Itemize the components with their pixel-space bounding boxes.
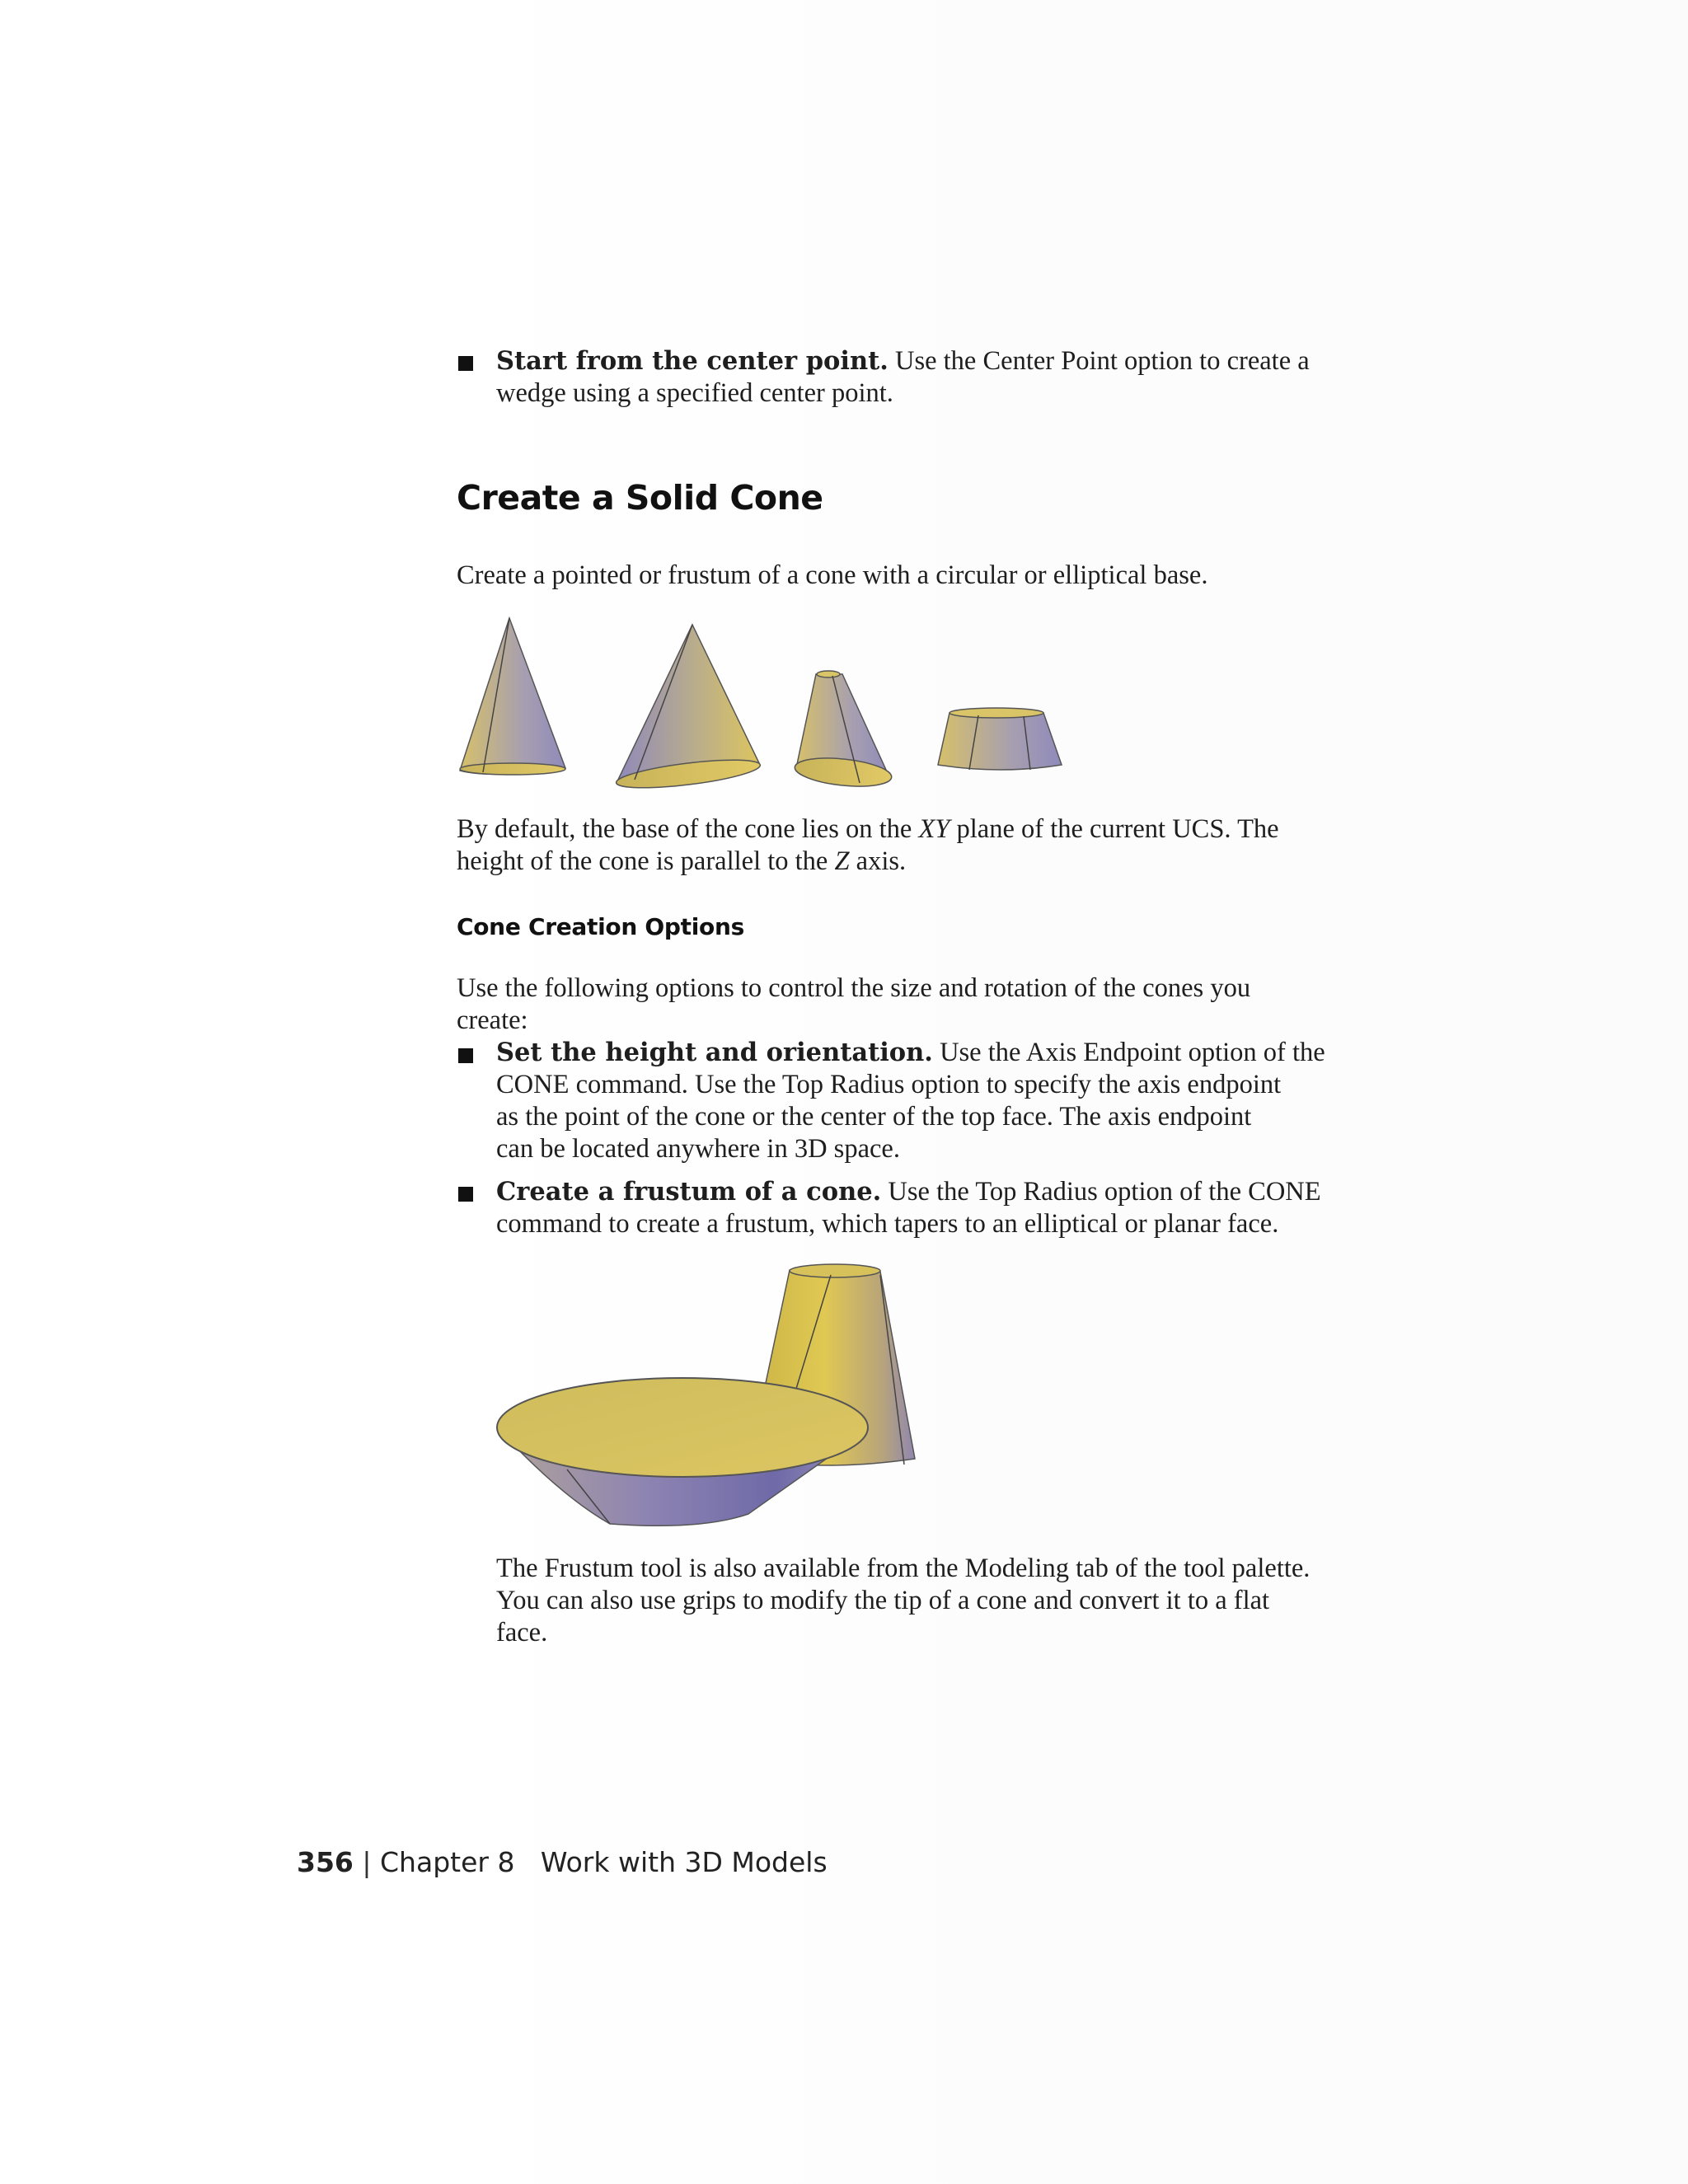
- cone-variants-figure: [445, 610, 1088, 799]
- chapter-title: Work with 3D Models: [540, 1846, 828, 1878]
- note-text: The Frustum tool is also available from the Modeling tab of the tool palette.: [496, 1554, 1311, 1583]
- intro-text: Use the following options to control the size and rotation of the cones you: [457, 973, 1251, 1003]
- bullet-start-center: [496, 345, 1386, 410]
- bullet-marker: [458, 356, 473, 371]
- para-text: By default, the base of the cone lies on the: [457, 814, 919, 844]
- bullet-frustum: [496, 1176, 1321, 1240]
- default-base-paragraph: [457, 813, 1279, 878]
- bullet-marker: [458, 1187, 473, 1202]
- bullet-text: as the point of the cone or the center of the top face. The axis endpoint: [496, 1102, 1252, 1132]
- page-footer: [297, 1846, 828, 1878]
- bullet-text: Use the Top Radius option of the CONE: [881, 1177, 1321, 1207]
- section-title: Create a Solid Cone: [457, 478, 823, 518]
- bullet-text: CONE command. Use the Top Radius option to specify the axis endpoint: [496, 1070, 1282, 1099]
- bullet-lead: Start from the center point.: [496, 346, 889, 376]
- xy-plane-term: XY: [918, 814, 950, 844]
- bullet-text: can be located anywhere in 3D space.: [496, 1134, 900, 1164]
- bullet-text: command to create a frustum, which tapers to an elliptical or planar face.: [496, 1209, 1279, 1239]
- page-number: 356: [297, 1846, 354, 1878]
- note-text: You can also use grips to modify the tip of a cone and convert it to a flat: [496, 1586, 1270, 1615]
- intro-text: create:: [457, 1005, 528, 1035]
- bullet-marker: [458, 1048, 473, 1063]
- para-text: height of the cone is parallel to the: [457, 846, 835, 876]
- chapter-label: Chapter 8: [380, 1846, 515, 1878]
- footer-separator: |: [362, 1846, 372, 1878]
- bullet-text: Use the Center Point option to create a: [888, 346, 1310, 376]
- bullet-text: wedge using a specified center point.: [496, 378, 893, 408]
- z-axis-term: Z: [834, 846, 850, 876]
- subsection-title: Cone Creation Options: [457, 913, 744, 940]
- inverted-frustum-bowl: [497, 1378, 868, 1526]
- para-text: plane of the current UCS. The: [950, 814, 1279, 844]
- bullet-lead: Set the height and orientation.: [496, 1038, 933, 1067]
- pointed-cone-1: [460, 618, 565, 775]
- para-text: axis.: [849, 846, 907, 876]
- frustum-figure: [486, 1257, 931, 1537]
- frustum-cone-3: [794, 671, 893, 790]
- pointed-cone-2: [615, 625, 762, 794]
- bullet-height-orientation: [496, 1037, 1325, 1165]
- bullet-lead: Create a frustum of a cone.: [496, 1177, 882, 1207]
- frustum-cone-4: [938, 708, 1062, 770]
- note-text: face.: [496, 1618, 548, 1647]
- bullet-text: Use the Axis Endpoint option of the: [932, 1038, 1325, 1067]
- options-intro: [457, 972, 1250, 1037]
- section-intro: Create a pointed or frustum of a cone with a circular or elliptical base.: [457, 560, 1208, 590]
- frustum-tool-note: [496, 1553, 1310, 1649]
